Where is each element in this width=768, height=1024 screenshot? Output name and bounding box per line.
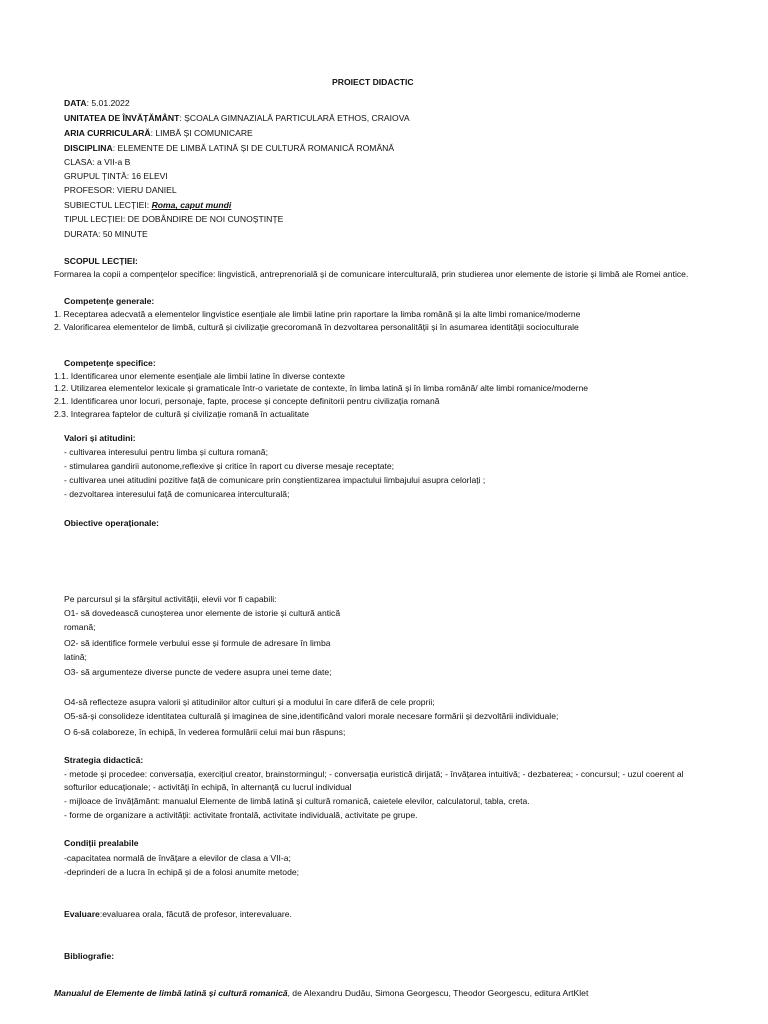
- bibliography-entry: [54, 988, 588, 999]
- class-line: CLASA: a VII-a B: [64, 157, 131, 167]
- target-group-line: GRUPUL ȚINTĂ: 16 ELEVI: [64, 171, 168, 181]
- specific-competence-item: 2.3. Integrarea faptelor de cultură și civilizație romană în actualitate: [54, 409, 310, 419]
- bibliography-book-details: , de Alexandru Dudău, Simona Georgescu, Theodor Georgescu, editura ArtKlet: [287, 988, 589, 998]
- curricular-area-label: ARIA CURRICULARĂ: [64, 128, 151, 138]
- values-item: - stimularea gandirii autonome,reflexive și critice în raport cu diverse mesaje receptate;: [64, 461, 395, 471]
- school-line: [64, 113, 410, 124]
- strategy-line: - mijloace de învățământ: manualul Elemente de limbă latină și cultură romanică, caietele elevilor, calculatorul, tabla, creta.: [64, 796, 530, 806]
- general-competence-item: 1. Receptarea adecvată a elementelor lingvistice esențiale ale limbii latine prin raportare la limba română și la alte limbi romanice/moderne: [54, 309, 581, 319]
- duration-line: DURATA: 50 MINUTE: [64, 229, 148, 239]
- evaluation-line: [64, 909, 292, 920]
- objectives-heading: Obiective operaționale:: [64, 518, 160, 528]
- objective-line: O 6-să colaboreze, în echipă, în vederea formulării celui mai bun răspuns;: [64, 727, 346, 737]
- objective-line: latină;: [64, 652, 87, 662]
- discipline-line: [64, 143, 394, 154]
- evaluation-label: Evaluare: [64, 909, 100, 919]
- values-item: - dezvoltarea interesului față de comunicarea interculturală;: [64, 489, 290, 499]
- objective-line: O5-să-și consolideze identitatea culturală și imaginea de sine,identificând valori morale necesare formării și dezvoltării individuale;: [64, 711, 559, 721]
- discipline-value: : ELEMENTE DE LIMBĂ LATINĂ ȘI DE CULTURĂ ROMANICĂ ROMÂNĂ: [112, 143, 395, 153]
- general-competences-heading: Competențe generale:: [64, 296, 155, 306]
- bibliography-book-title: Manualul de Elemente de limbă latină și cultură romanică: [54, 988, 288, 998]
- objective-line: romană;: [64, 622, 96, 632]
- date-line: [64, 98, 130, 109]
- objective-line: O4-să reflecteze asupra valorii și atitudinilor altor culturi și a modului în care diferă de cele proprii;: [64, 697, 435, 707]
- general-competence-item: 2. Valorificarea elementelor de limbă, cultură și civilizație grecoromană în dezvoltarea personalității și în asumarea identității socioculturale: [54, 322, 579, 332]
- subject-value: Roma, caput mundi: [151, 200, 232, 210]
- lesson-type-line: TIPUL LECȚIEI: DE DOBÂNDIRE DE NOI CUNOȘTINȚE: [64, 214, 284, 224]
- values-item: - cultivarea interesului pentru limba și cultura romană;: [64, 447, 268, 457]
- values-heading: Valori și atitudini:: [64, 433, 136, 443]
- page-title: PROIECT DIDACTIC: [332, 77, 414, 87]
- values-item: - cultivarea unei atitudini pozitive față de comunicare prin conștientizarea impactului limbajului asupra celorlați ;: [64, 475, 486, 485]
- date-label: DATA: [64, 98, 87, 108]
- discipline-label: DISCIPLINA: [64, 143, 113, 153]
- school-value: : ȘCOALA GIMNAZIALĂ PARTICULARĂ ETHOS, CRAIOVA: [179, 113, 410, 123]
- specific-competence-item: 1.1. Identificarea unor elemente esențiale ale limbii latine în diverse contexte: [54, 371, 345, 381]
- prerequisite-line: -capacitatea normală de învățare a elevilor de clasa a VII-a;: [64, 853, 291, 863]
- strategy-line: softurilor educaționale; - activități în echipă, în alternanță cu lucrul individual: [64, 782, 352, 792]
- prerequisites-heading: Condiții prealabile: [64, 838, 139, 848]
- specific-competences-heading: Competențe specifice:: [64, 358, 156, 368]
- bibliography-heading: Bibliografie:: [64, 951, 115, 961]
- curricular-area-line: [64, 128, 253, 139]
- prerequisite-line: -deprinderi de a lucra în echipă și de a folosi anumite metode;: [64, 867, 300, 877]
- school-label: UNITATEA DE ÎNVĂȚĂMÂNT: [64, 113, 180, 123]
- objective-line: O1- să dovedească cunoșterea unor elemente de istorie și cultură antică: [64, 608, 341, 618]
- teacher-line: PROFESOR: VIERU DANIEL: [64, 185, 177, 195]
- specific-competence-item: 1.2. Utilizarea elementelor lexicale și gramaticale într-o varietate de contexte, în limba latină și în limba română/ alte limbi romanice/moderne: [54, 383, 589, 393]
- specific-competence-item: 2.1. Identificarea unor locuri, personaje, fapte, procese și concepte definitorii pentru civilizația romană: [54, 396, 440, 406]
- scope-heading: SCOPUL LECȚIEI:: [64, 256, 138, 266]
- date-value: : 5.01.2022: [86, 98, 130, 108]
- curricular-area-value: : LIMBĂ ȘI COMUNICARE: [150, 128, 253, 138]
- subject-line: [64, 200, 231, 211]
- objectives-intro: Pe parcursul și la sfârșitul activității, elevii vor fi capabili:: [64, 594, 277, 604]
- strategy-line: - forme de organizare a activității: activitate frontală, activitate individuală, activitate pe grupe.: [64, 810, 418, 820]
- strategy-heading: Strategia didactică:: [64, 755, 144, 765]
- objective-line: O3- să argumenteze diverse puncte de vedere asupra unei teme date;: [64, 667, 332, 677]
- evaluation-text: :evaluarea orala, făcută de profesor, interevaluare.: [99, 909, 292, 919]
- subject-label: SUBIECTUL LECȚIEI:: [64, 200, 152, 210]
- strategy-line: - metode și procedee: conversația, exercițiul creator, brainstormingul; - conversația euristică dirijată; - învățarea intuitivă; - dezbaterea; - concursul; - uzul coerent al: [64, 769, 684, 779]
- scope-text: Formarea la copii a compențelor specifice: lingvistică, antreprenorială și de comunicare interculturală, prin studierea unor elemente de istorie și limbă ale Romei antice.: [54, 269, 689, 279]
- objective-line: O2- să identifice formele verbului esse și formule de adresare în limba: [64, 638, 331, 648]
